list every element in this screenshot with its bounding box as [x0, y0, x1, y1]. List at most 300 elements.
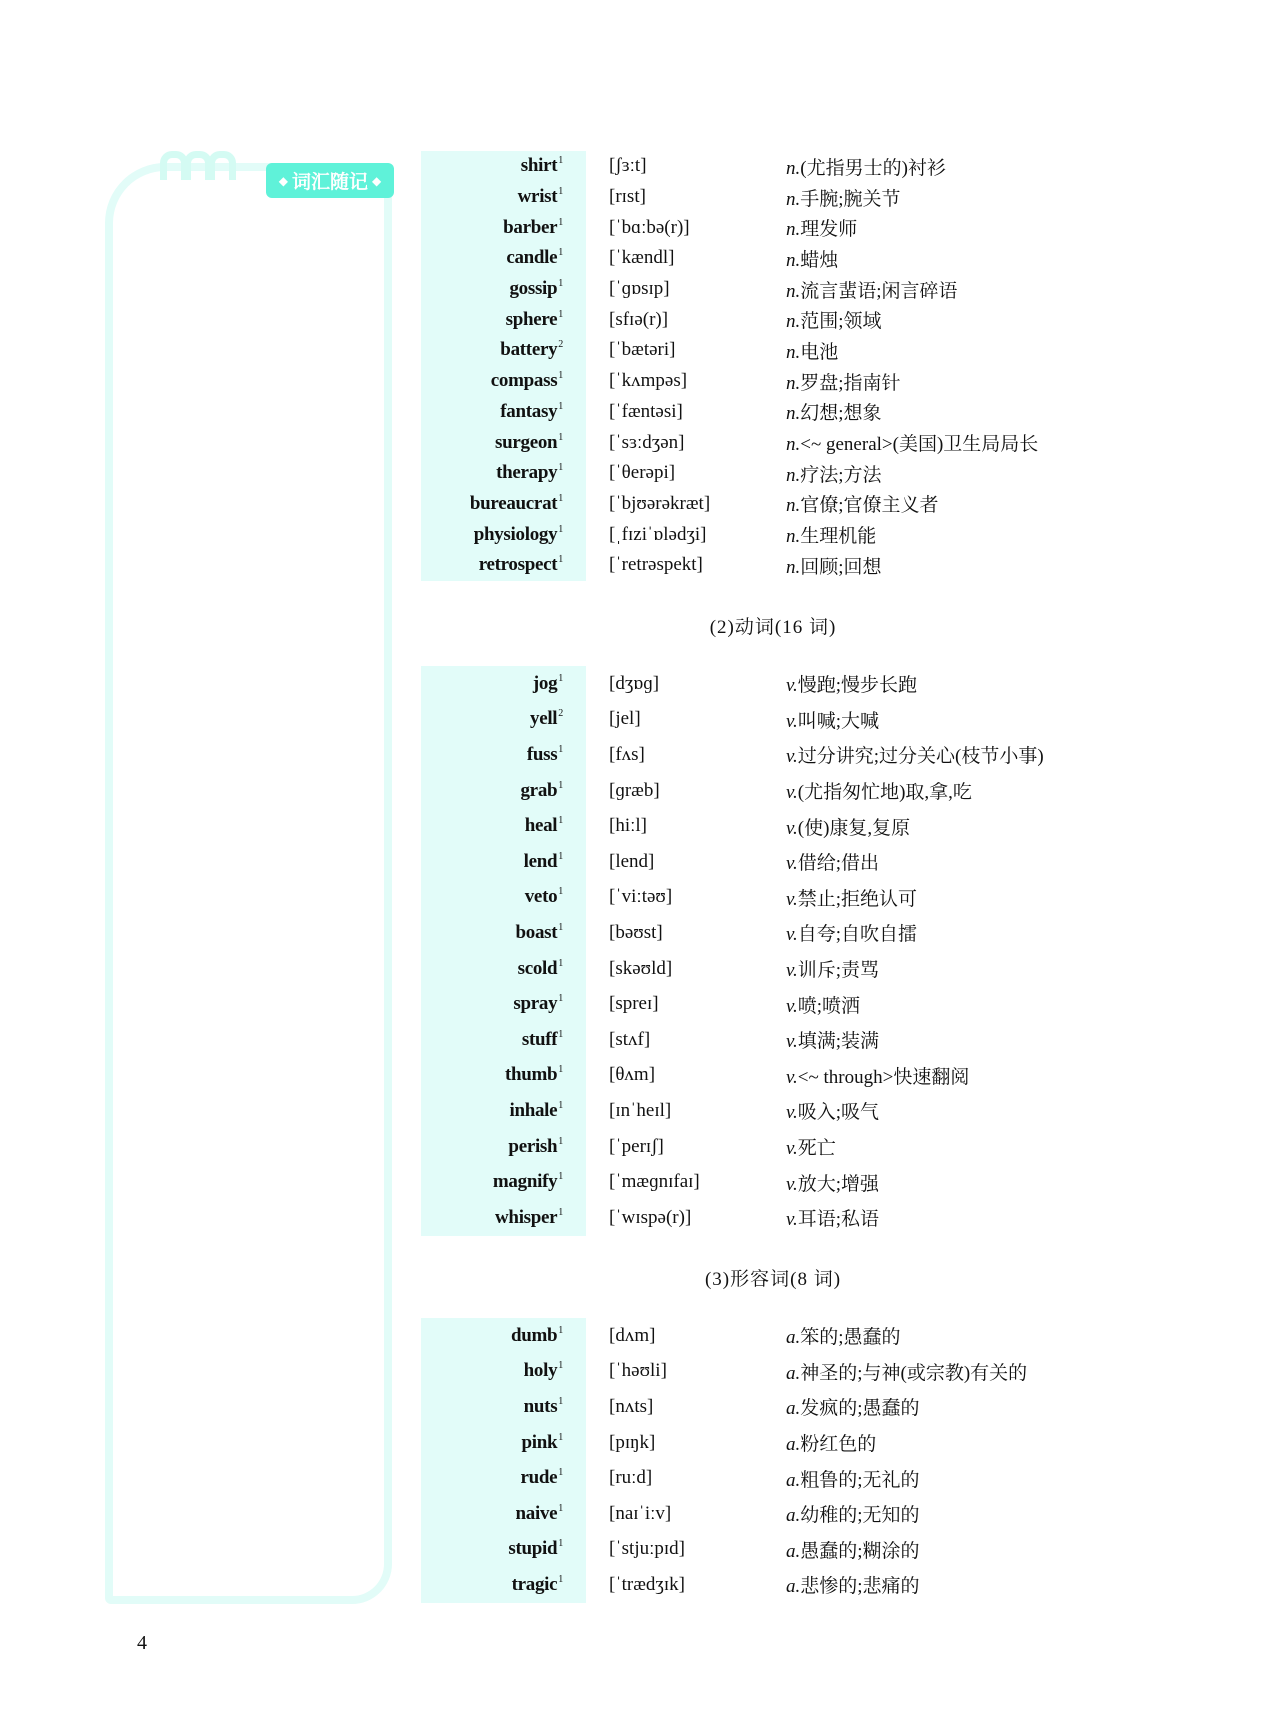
- meaning-text: 耳语;私语: [797, 1209, 880, 1231]
- frequency-mark: 1: [558, 886, 563, 898]
- meaning: [786, 1536, 920, 1563]
- meaning-text: 神圣的;与神(或宗教)有关的: [800, 1362, 1028, 1384]
- vocab-word: [421, 432, 563, 454]
- phonetic: [nʌts]: [609, 1395, 654, 1417]
- word-text: spray: [513, 993, 558, 1015]
- vocab-row: [421, 844, 1121, 880]
- vocab-word: [421, 339, 563, 361]
- adjective-heading: (3)形容词(8 词): [704, 1269, 842, 1290]
- frequency-mark: 1: [558, 554, 563, 566]
- part-of-speech: n.: [786, 526, 801, 548]
- meaning-text: 粗鲁的;无礼的: [800, 1469, 920, 1491]
- word-text: stupid: [508, 1538, 558, 1560]
- vocab-word: [421, 1100, 563, 1122]
- meaning: [786, 1500, 920, 1527]
- meaning: [786, 991, 860, 1018]
- meaning-text: 吸入;吸气: [797, 1102, 880, 1124]
- word-text: lend: [523, 850, 558, 872]
- meaning: [786, 153, 946, 180]
- frequency-mark: 1: [558, 216, 563, 228]
- frequency-mark: 1: [558, 850, 563, 862]
- vocab-word: [421, 370, 563, 392]
- noun-list: [421, 151, 1121, 581]
- word-text: veto: [524, 886, 558, 908]
- vocab-word: [421, 1360, 563, 1382]
- meaning-text: 流言蜚语;闲言碎语: [800, 280, 958, 302]
- vocab-row: [421, 304, 1121, 335]
- frequency-mark: 1: [558, 308, 563, 320]
- frequency-mark: 1: [558, 993, 563, 1005]
- word-text: holy: [523, 1360, 558, 1382]
- vocab-row: [421, 335, 1121, 366]
- vocab-row: [421, 773, 1121, 809]
- meaning: [786, 1322, 901, 1349]
- vocab-row: [421, 489, 1121, 520]
- phonetic: [rɪst]: [609, 186, 646, 208]
- part-of-speech: v.: [786, 1173, 798, 1195]
- vocab-row: [421, 1532, 1121, 1568]
- meaning-text: 慢跑;慢步长跑: [797, 675, 918, 697]
- meaning: [786, 1169, 879, 1196]
- meaning-text: 幻想;想象: [800, 403, 882, 425]
- part-of-speech: n.: [786, 249, 801, 271]
- frequency-mark: 1: [558, 370, 563, 382]
- word-text: bureaucrat: [469, 492, 558, 514]
- phonetic: [ˈstjuːpɪd]: [609, 1538, 685, 1560]
- frequency-mark: 1: [558, 247, 563, 259]
- part-of-speech: n.: [786, 464, 801, 486]
- word-text: scold: [517, 957, 558, 979]
- meaning: [786, 1097, 879, 1124]
- vocab-word: [421, 309, 563, 331]
- meaning: [786, 398, 882, 425]
- phonetic: [ˈkʌmpəs]: [609, 370, 688, 392]
- vocab-row: [421, 1058, 1121, 1094]
- meaning-text: (尤指男士的)衬衫: [800, 157, 946, 179]
- vocab-word: [421, 155, 563, 177]
- frequency-mark: 1: [558, 462, 563, 474]
- meaning-text: 填满;装满: [797, 1031, 880, 1053]
- frequency-mark: 1: [558, 492, 563, 504]
- frequency-mark: 1: [558, 779, 563, 791]
- ring-icon: [208, 151, 236, 180]
- frequency-mark: 1: [558, 1099, 563, 1111]
- part-of-speech: n.: [786, 556, 801, 578]
- frequency-mark: 1: [558, 400, 563, 412]
- word-text: gossip: [509, 278, 558, 300]
- meaning-text: 蜡烛: [800, 249, 839, 271]
- part-of-speech: n.: [786, 495, 801, 517]
- meaning: [786, 460, 882, 487]
- word-text: heal: [524, 815, 558, 837]
- phonetic: [ˈkændl]: [609, 247, 675, 269]
- vocab-word: [421, 922, 563, 944]
- meaning: [786, 552, 882, 579]
- meaning: [786, 706, 879, 733]
- phonetic: [ˈbɑːbə(r)]: [609, 216, 690, 238]
- phonetic: [ˌfɪziˈɒlədʒi]: [609, 523, 707, 545]
- vocab-row: [421, 550, 1121, 581]
- vocab-word: [421, 1432, 563, 1454]
- vocab-word: [421, 780, 563, 802]
- word-text: pink: [521, 1431, 558, 1453]
- word-text: surgeon: [495, 431, 558, 453]
- vocab-row: [421, 182, 1121, 213]
- meaning: [786, 1393, 920, 1420]
- vocab-word: [421, 1396, 563, 1418]
- frequency-mark: 1: [558, 672, 563, 684]
- part-of-speech: v.: [786, 1102, 798, 1124]
- vocab-row: [421, 519, 1121, 550]
- frequency-mark: 1: [558, 957, 563, 969]
- meaning-text: 叫喊;大喊: [797, 710, 880, 732]
- part-of-speech: a.: [786, 1327, 801, 1349]
- meaning-text: 范围;领域: [800, 311, 882, 333]
- frequency-mark: 1: [558, 1135, 563, 1147]
- phonetic: [naɪˈiːv]: [609, 1502, 672, 1524]
- meaning: [786, 813, 910, 840]
- meaning: [786, 368, 901, 395]
- frequency-mark: 1: [558, 1573, 563, 1585]
- frequency-mark: 1: [558, 1538, 563, 1550]
- vocab-word: [421, 1538, 563, 1560]
- frequency-mark: 1: [558, 1324, 563, 1336]
- word-text: rude: [520, 1467, 558, 1489]
- part-of-speech: v.: [786, 1031, 798, 1053]
- phonetic: [ɡræb]: [609, 779, 660, 801]
- vocab-row: [421, 1164, 1121, 1200]
- diamond-icon: ◆: [372, 173, 382, 188]
- notes-badge: [266, 163, 394, 198]
- meaning-text: 幼稚的;无知的: [800, 1505, 920, 1527]
- word-text: yell: [530, 708, 558, 730]
- page-number: 4: [137, 1632, 147, 1654]
- meaning: [786, 1358, 1027, 1385]
- phonetic: [stʌf]: [609, 1028, 651, 1050]
- meaning: [786, 521, 876, 548]
- meaning: [786, 1429, 876, 1456]
- word-text: nuts: [523, 1395, 558, 1417]
- part-of-speech: v.: [786, 675, 798, 697]
- vocab-word: [421, 886, 563, 908]
- vocab-word: [421, 1467, 563, 1489]
- phonetic: [ˈmæɡnɪfaɪ]: [609, 1171, 700, 1193]
- meaning: [786, 245, 838, 272]
- vocab-word: [421, 1064, 563, 1086]
- part-of-speech: n.: [786, 280, 801, 302]
- vocab-word: [421, 493, 563, 515]
- vocab-word: [421, 993, 563, 1015]
- word-text: physiology: [473, 523, 558, 545]
- vocab-word: [421, 401, 563, 423]
- frequency-mark: 1: [558, 1360, 563, 1372]
- part-of-speech: a.: [786, 1469, 801, 1491]
- notebook-frame: [105, 163, 392, 1604]
- part-of-speech: v.: [786, 1138, 798, 1160]
- meaning-text: 发疯的;愚蠢的: [800, 1398, 920, 1420]
- verb-heading: (2)动词(16 词): [709, 617, 837, 638]
- meaning-text: 死亡: [797, 1138, 836, 1160]
- vocab-word: [421, 1503, 563, 1525]
- word-text: dumb: [510, 1324, 558, 1346]
- part-of-speech: a.: [786, 1362, 801, 1384]
- vocab-row: [421, 1022, 1121, 1058]
- meaning-text: 粉红色的: [800, 1434, 877, 1456]
- word-text: magnify: [492, 1171, 558, 1193]
- vocab-row: [421, 880, 1121, 916]
- part-of-speech: a.: [786, 1434, 801, 1456]
- part-of-speech: v.: [786, 1209, 798, 1231]
- phonetic: [lend]: [609, 850, 655, 872]
- meaning-text: <~ general>(美国)卫生局局长: [800, 434, 1039, 456]
- word-text: fuss: [526, 743, 558, 765]
- meaning: [786, 919, 917, 946]
- phonetic: [ɪnˈheɪl]: [609, 1099, 672, 1121]
- frequency-mark: 1: [558, 1395, 563, 1407]
- word-text: battery: [500, 339, 558, 361]
- vocab-row: [421, 1354, 1121, 1390]
- vocab-row: [421, 666, 1121, 702]
- phonetic: [θʌm]: [609, 1064, 656, 1086]
- word-text: whisper: [495, 1206, 558, 1228]
- part-of-speech: n.: [786, 311, 801, 333]
- part-of-speech: v.: [786, 960, 798, 982]
- phonetic: [hiːl]: [609, 815, 647, 837]
- vocab-row: [421, 737, 1121, 773]
- vocab-row: [421, 397, 1121, 428]
- word-text: barber: [503, 216, 558, 238]
- meaning: [786, 777, 972, 804]
- vocab-word: [421, 1574, 563, 1596]
- meaning-text: 训斥;责骂: [797, 960, 880, 982]
- word-text: jog: [532, 672, 558, 694]
- meaning: [786, 670, 917, 697]
- vocab-word: [421, 462, 563, 484]
- word-text: thumb: [504, 1064, 558, 1086]
- frequency-mark: 1: [558, 921, 563, 933]
- part-of-speech: n.: [786, 372, 801, 394]
- vocab-row: [421, 458, 1121, 489]
- vocab-row: [421, 951, 1121, 987]
- part-of-speech: v.: [786, 995, 798, 1017]
- word-text: inhale: [509, 1099, 558, 1121]
- part-of-speech: n.: [786, 188, 801, 210]
- phonetic: [pɪŋk]: [609, 1431, 656, 1453]
- phonetic: [ˈwɪspə(r)]: [609, 1206, 692, 1228]
- meaning-text: 悲惨的;悲痛的: [800, 1576, 920, 1598]
- word-text: fantasy: [500, 400, 558, 422]
- frequency-mark: 1: [558, 278, 563, 290]
- frequency-mark: 1: [558, 743, 563, 755]
- word-text: wrist: [517, 186, 558, 208]
- vocab-row: [421, 702, 1121, 738]
- word-text: retrospect: [478, 554, 558, 576]
- phonetic: [ˈbætəri]: [609, 339, 676, 361]
- vocab-word: [421, 851, 563, 873]
- word-text: boast: [515, 921, 558, 943]
- vocab-word: [421, 524, 563, 546]
- part-of-speech: n.: [786, 219, 801, 241]
- meaning-text: 喷;喷洒: [797, 995, 861, 1017]
- part-of-speech: v.: [786, 924, 798, 946]
- vocab-row: [421, 915, 1121, 951]
- meaning-text: 电池: [800, 341, 839, 363]
- part-of-speech: a.: [786, 1576, 801, 1598]
- meaning: [786, 848, 879, 875]
- phonetic: [ruːd]: [609, 1467, 653, 1489]
- vocab-word: [421, 1207, 563, 1229]
- part-of-speech: a.: [786, 1398, 801, 1420]
- meaning-text: 理发师: [800, 219, 858, 241]
- frequency-mark: 1: [558, 1064, 563, 1076]
- vocab-row: [421, 1389, 1121, 1425]
- frequency-mark: 1: [558, 1467, 563, 1479]
- meaning: [786, 337, 838, 364]
- word-text: sphere: [505, 308, 558, 330]
- meaning-text: 罗盘;指南针: [800, 372, 901, 394]
- vocab-row: [421, 1129, 1121, 1165]
- vocab-row: [421, 1200, 1121, 1236]
- frequency-mark: 1: [558, 1206, 563, 1218]
- part-of-speech: n.: [786, 434, 801, 456]
- vocab-word: [421, 1029, 563, 1051]
- vocab-row: [421, 366, 1121, 397]
- vocab-word: [421, 186, 563, 208]
- verb-list: [421, 666, 1121, 1236]
- meaning-text: 笨的;愚蠢的: [800, 1327, 901, 1349]
- word-text: stuff: [521, 1028, 558, 1050]
- meaning: [786, 884, 917, 911]
- phonetic: [ˈhəʊli]: [609, 1360, 667, 1382]
- badge-label: 词汇随记: [291, 171, 368, 193]
- meaning-text: 疗法;方法: [800, 464, 882, 486]
- frequency-mark: 1: [558, 186, 563, 198]
- meaning: [786, 1204, 879, 1231]
- frequency-mark: 1: [558, 1171, 563, 1183]
- diamond-icon: ◆: [278, 173, 288, 188]
- phonetic: [ˈtrædʒɪk]: [609, 1573, 685, 1595]
- meaning: [786, 214, 857, 241]
- phonetic: [fʌs]: [609, 743, 645, 765]
- vocab-row: [421, 243, 1121, 274]
- phonetic: [spreɪ]: [609, 993, 659, 1015]
- vocab-row: [421, 1093, 1121, 1129]
- meaning: [786, 490, 939, 517]
- meaning: [786, 1026, 879, 1053]
- phonetic: [dʌm]: [609, 1324, 656, 1346]
- vocab-word: [421, 217, 563, 239]
- vocab-row: [421, 1460, 1121, 1496]
- meaning-text: 官僚;官僚主义者: [800, 495, 939, 517]
- frequency-mark: 1: [558, 1502, 563, 1514]
- meaning-text: (使)康复,复原: [797, 817, 911, 839]
- word-text: therapy: [496, 462, 558, 484]
- phonetic: [ˈfæntəsi]: [609, 400, 683, 422]
- meaning-text: 手腕;腕关节: [800, 188, 901, 210]
- phonetic: [ˈretrəspekt]: [609, 554, 703, 576]
- meaning: [786, 276, 958, 303]
- vocab-row: [421, 1496, 1121, 1532]
- vocab-word: [421, 1171, 563, 1193]
- phonetic: [bəʊst]: [609, 921, 663, 943]
- meaning-text: 放大;增强: [797, 1173, 880, 1195]
- vocab-word: [421, 744, 563, 766]
- phonetic: [ˈbjʊərəkræt]: [609, 492, 711, 514]
- meaning-text: 生理机能: [800, 526, 877, 548]
- part-of-speech: n.: [786, 341, 801, 363]
- meaning: [786, 1133, 836, 1160]
- frequency-mark: 1: [558, 155, 563, 167]
- word-text: shirt: [520, 155, 558, 177]
- phonetic: [jel]: [609, 708, 641, 730]
- meaning: [786, 1062, 969, 1089]
- vocab-row: [421, 427, 1121, 458]
- vocab-word: [421, 554, 563, 576]
- meaning: [786, 184, 901, 211]
- phonetic: [dʒɒɡ]: [609, 672, 660, 694]
- part-of-speech: v.: [786, 853, 798, 875]
- word-text: perish: [508, 1135, 558, 1157]
- meaning-text: <~ through>快速翻阅: [797, 1066, 970, 1088]
- vocab-word: [421, 278, 563, 300]
- word-text: grab: [520, 779, 558, 801]
- part-of-speech: a.: [786, 1505, 801, 1527]
- frequency-mark: 2: [558, 708, 563, 720]
- meaning-text: 自夸;自吹自擂: [797, 924, 918, 946]
- phonetic: [ˈsɜːdʒən]: [609, 431, 685, 453]
- part-of-speech: v.: [786, 817, 798, 839]
- vocab-row: [421, 1425, 1121, 1461]
- meaning: [786, 1465, 920, 1492]
- meaning: [786, 429, 1038, 456]
- vocab-word: [421, 815, 563, 837]
- frequency-mark: 1: [558, 431, 563, 443]
- frequency-mark: 1: [558, 1028, 563, 1040]
- frequency-mark: 2: [558, 339, 563, 351]
- part-of-speech: v.: [786, 1066, 798, 1088]
- part-of-speech: v.: [786, 888, 798, 910]
- part-of-speech: n.: [786, 403, 801, 425]
- meaning-text: 回顾;回想: [800, 556, 882, 578]
- meaning-text: 过分讲究;过分关心(枝节小事): [797, 746, 1044, 768]
- meaning-text: (尤指匆忙地)取,拿,吃: [797, 782, 972, 804]
- meaning-text: 借给;借出: [797, 853, 880, 875]
- phonetic: [ˈθerəpi]: [609, 462, 676, 484]
- adjective-list: [421, 1318, 1121, 1603]
- vocab-row: [421, 151, 1121, 182]
- phonetic: [ˈɡɒsɪp]: [609, 278, 670, 300]
- vocab-row: [421, 1318, 1121, 1354]
- part-of-speech: v.: [786, 710, 798, 732]
- part-of-speech: n.: [786, 157, 801, 179]
- vocab-word: [421, 1325, 563, 1347]
- vocab-word: [421, 1136, 563, 1158]
- frequency-mark: 1: [558, 815, 563, 827]
- part-of-speech: v.: [786, 782, 798, 804]
- part-of-speech: v.: [786, 746, 798, 768]
- part-of-speech: a.: [786, 1540, 801, 1562]
- meaning-text: 禁止;拒绝认可: [797, 888, 918, 910]
- frequency-mark: 1: [558, 1431, 563, 1443]
- vocab-row: [421, 274, 1121, 305]
- vocab-word: [421, 958, 563, 980]
- vocab-row: [421, 808, 1121, 844]
- phonetic: [ʃɜːt]: [609, 155, 647, 177]
- vocab-word: [421, 247, 563, 269]
- meaning: [786, 1571, 920, 1598]
- vocab-row: [421, 212, 1121, 243]
- meaning: [786, 741, 1044, 768]
